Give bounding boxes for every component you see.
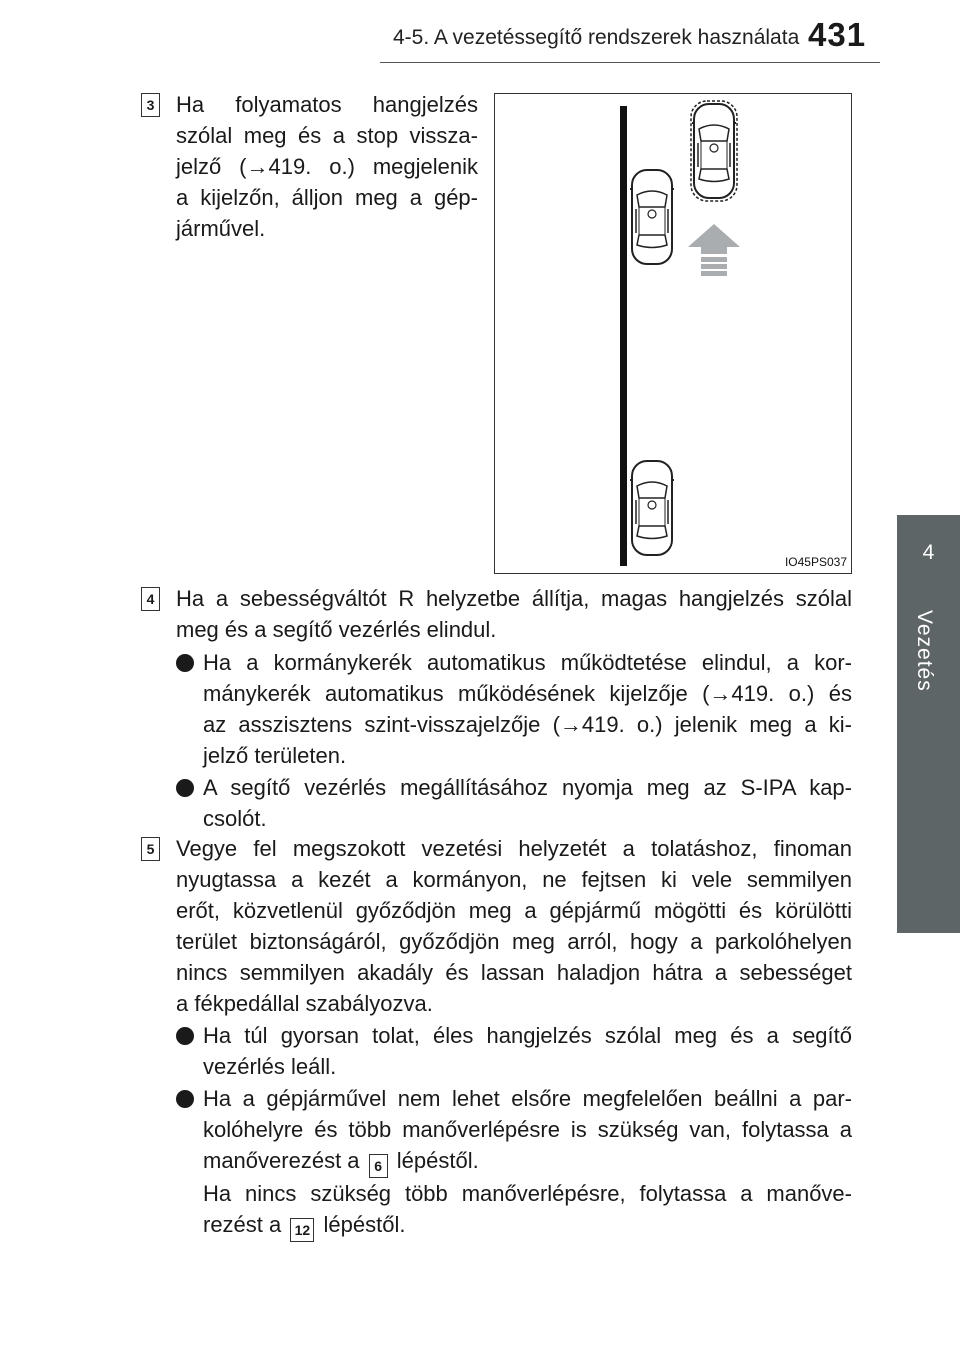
figure-code: IO45PS037 (784, 555, 847, 569)
bullet-item (203, 772, 852, 834)
parking-car-ahead (691, 101, 737, 201)
text-line: a fékpedállal szabályozva. (176, 991, 433, 1016)
text-line: Ha a gépjárművel nem lehet elsőre megfelelően beállni a par- (203, 1086, 852, 1111)
step-reference-line (203, 1212, 405, 1237)
bullet-icon (176, 654, 194, 672)
text-line: meg és a segítő vezérlés elindul. (176, 617, 497, 642)
bullet-icon (176, 1090, 194, 1108)
direction-arrow-icon (688, 224, 740, 276)
text-line: a kijelzőn, álljon meg a gép- (176, 185, 478, 210)
text-line: Ha a kormánykerék automatikus működtetése elindul, a kor- (203, 650, 852, 675)
parking-illustration (494, 93, 852, 574)
text-fragment: lépéstől. (323, 1212, 406, 1237)
text-line: Ha nincs szükség több manőverlépésre, folytassa a manőve- (203, 1181, 852, 1206)
text-line: csolót. (203, 806, 267, 831)
text-line: jelző területen. (203, 743, 347, 768)
text-line: erőt, közvetlenül győződjön meg a gépjármű mögötti és körülötti (176, 898, 852, 923)
bullet-item (203, 1020, 852, 1082)
page-number: 431 (808, 16, 867, 53)
text-line: járművel. (176, 216, 266, 241)
text-line: szólal meg és a stop vissza- (176, 123, 478, 148)
text-fragment: rezést a (203, 1212, 282, 1237)
text-line: Ha folyamatos hangjelzés (176, 92, 478, 117)
text-line: Ha túl gyorsan tolat, éles hangjelzés szólal meg és a segítő (203, 1023, 852, 1048)
curb-line (620, 106, 627, 566)
section-title: 4-5. A vezetéssegítő rendszerek használata (393, 26, 800, 49)
step-number-3: 3 (141, 93, 160, 117)
text-line: jelző (→419. o.) megjelenik (176, 154, 478, 179)
chapter-label: Vezetés (913, 610, 936, 692)
text-line: kolóhelyre és több manőverlépésre is szükség van, folytassa a (203, 1117, 852, 1142)
text-line: Ha a sebességváltót R helyzetbe állítja, magas hangjelzés szólal (176, 586, 852, 611)
bullet-item (203, 647, 852, 771)
step-reference-12[interactable]: 12 (290, 1218, 314, 1242)
text-line: A segítő vezérlés megállításához nyomja meg az S-IPA kap- (203, 775, 852, 800)
bullet-item (203, 1083, 852, 1242)
text-line: vezérlés leáll. (203, 1054, 337, 1079)
header-divider (380, 62, 880, 63)
text-line: nyugtassa a kezét a kormányon, ne fejtsen ki vele semmilyen (176, 867, 852, 892)
text-line: Vegye fel megszokott vezetési helyzetét a tolatáshoz, finoman (176, 836, 852, 861)
text-line: terület biztonságáról, győződjön meg arról, hogy a parkolóhelyen (176, 929, 852, 954)
step-number-5: 5 (141, 837, 160, 861)
step-reference-6[interactable]: 6 (369, 1154, 388, 1178)
text-fragment: manőverezést a (203, 1148, 360, 1173)
parked-car-front (630, 170, 674, 264)
text-line: az asszisztens szint-visszajelzője (→419. o.) jelenik meg a ki- (203, 712, 852, 737)
step-5-text (176, 833, 852, 1019)
parking-diagram (495, 94, 850, 572)
step-4-text (176, 583, 852, 645)
step-number-4: 4 (141, 587, 160, 611)
chapter-number: 4 (922, 541, 935, 564)
bullet-icon (176, 779, 194, 797)
step-3-text (176, 89, 478, 244)
text-fragment: lépéstől. (396, 1148, 479, 1173)
text-line: mánykerék automatikus működésének kijelzője (→419. o.) és (203, 681, 852, 706)
chapter-tab (897, 515, 960, 933)
bullet-icon (176, 1027, 194, 1045)
parked-car-rear (630, 461, 674, 555)
text-line: nincs semmilyen akadály és lassan haladjon hátra a sebességet (176, 960, 852, 985)
step-reference-line (203, 1148, 479, 1173)
